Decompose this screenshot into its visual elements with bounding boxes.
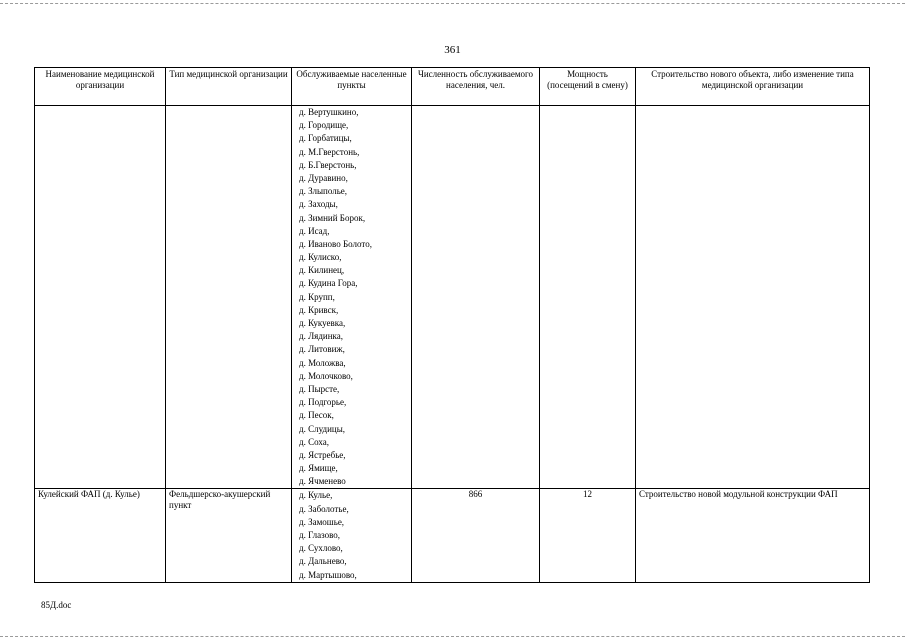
cell-org-name: Кулейский ФАП (д. Кулье) [35, 489, 166, 582]
cell-construction [636, 106, 870, 489]
settlement-item: д. Ястребье, [299, 449, 346, 460]
settlement-item: д. Соха, [299, 436, 329, 447]
settlement-item: д. Заболотье, [299, 503, 349, 514]
cell-population: 866 [412, 489, 540, 582]
settlement-item: д. Кукуевка, [299, 318, 346, 328]
settlement-item: д. Горбатицы, [299, 133, 352, 144]
header-construction: Строительство нового объекта, либо изменение типа медицинской организации [636, 68, 870, 106]
cell-population [412, 106, 540, 489]
settlement-item: д. Молочково, [299, 370, 353, 381]
settlement-item: д. Зимний Борок, [299, 212, 366, 223]
header-population: Численность обслуживаемого населения, чел. [412, 68, 540, 106]
settlement-item: д. Замошье, [299, 516, 345, 527]
cell-construction: Строительство новой модульной конструкции ФАП [636, 489, 870, 582]
cell-capacity: 12 [540, 489, 636, 582]
settlement-item: д. Злыполье, [299, 186, 348, 197]
document-filename: 85Д.doc [41, 600, 72, 610]
header-capacity: Мощность (посещений в смену) [540, 68, 636, 106]
header-settlements: Обслуживаемые населенные пункты [292, 68, 412, 106]
settlement-item: д. Моложва, [299, 357, 346, 368]
settlement-item: д. Подгорье, [299, 397, 347, 408]
settlement-item: д. Слудицы, [299, 423, 346, 434]
cell-org-name [35, 106, 166, 489]
cell-settlements [292, 106, 412, 489]
settlement-item: д. Кудина Гора, [299, 278, 358, 289]
settlement-item: д. Дуравино, [299, 172, 348, 183]
settlement-item: д. Б.Гверстонь, [299, 159, 357, 170]
cell-settlements [292, 489, 412, 582]
table-row [35, 106, 870, 489]
settlement-item: д. Глазово, [299, 530, 341, 540]
settlement-item: д. Кривск, [299, 304, 339, 315]
cell-capacity [540, 106, 636, 489]
settlement-item: д. Мартышово, [299, 569, 357, 580]
settlement-item: д. Лядинка, [299, 331, 344, 342]
settlement-item: д. Вертушкино, [299, 107, 359, 117]
settlement-item: д. Килинец, [299, 265, 345, 276]
scan-edge-top [0, 3, 905, 4]
settlement-item: д. Кулье, [299, 490, 333, 501]
settlement-item: д. Литовиж, [299, 344, 345, 355]
settlement-item: д. Ямище, [299, 463, 338, 474]
settlement-item: д. Городище, [299, 120, 349, 131]
settlement-item: д. Кулиско, [299, 252, 342, 263]
settlement-item: д. Заходы, [299, 199, 338, 210]
medical-organizations-table [34, 67, 870, 583]
table-header-row [35, 68, 870, 106]
settlement-item: д. Иваново Болото, [299, 238, 372, 249]
settlement-item: д. Сухлово, [299, 543, 343, 554]
cell-org-type: Фельдшерско-акушерский пункт [166, 489, 292, 582]
settlement-item: д. М.Гверстонь, [299, 146, 360, 157]
header-org-type: Тип медицинской организации [166, 68, 292, 106]
settlement-item: д. Песок, [299, 410, 334, 421]
settlement-item: д. Крупп, [299, 291, 335, 302]
settlement-item: д. Дальнево, [299, 556, 347, 567]
settlement-item: д. Пырсте, [299, 383, 340, 394]
cell-org-type [166, 106, 292, 489]
table-row [35, 489, 870, 582]
scan-edge-bottom [0, 636, 905, 637]
settlement-item: д. Исад, [299, 225, 330, 236]
page-number: 361 [444, 44, 461, 56]
header-org-name: Наименование медицинской организации [35, 68, 166, 106]
settlement-item: д. Ячменево [299, 476, 346, 487]
